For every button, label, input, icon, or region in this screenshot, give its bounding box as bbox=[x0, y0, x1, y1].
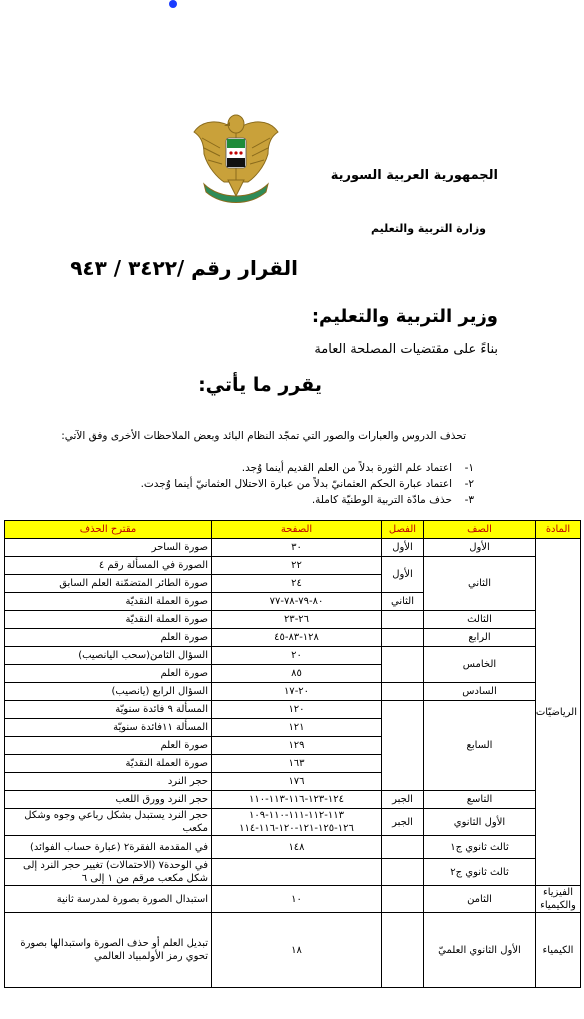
decides-heading: يقرر ما يأتي: bbox=[198, 374, 322, 396]
grade-cell: الأول bbox=[424, 539, 536, 557]
page-cell: ٢٦-٢٣ bbox=[212, 611, 382, 629]
grade-cell: الثالث bbox=[424, 611, 536, 629]
item-number: ٢- bbox=[464, 478, 474, 490]
page-cell: ١٦٣ bbox=[212, 755, 382, 773]
minister-title: وزير التربية والتعليم: bbox=[311, 306, 498, 327]
header-semester: الفصل bbox=[382, 521, 424, 539]
page-cell: ١٧٦ bbox=[212, 773, 382, 791]
proposal-cell: صورة العلم bbox=[5, 629, 212, 647]
table-row bbox=[5, 836, 581, 859]
grade-cell: الثاني bbox=[424, 557, 536, 611]
page-cell: ١٠ bbox=[212, 886, 382, 913]
table-row bbox=[5, 539, 581, 557]
page-cell: ٢٠-١٧ bbox=[212, 683, 382, 701]
semester-cell: الثاني bbox=[382, 593, 424, 611]
subject-cell: الفيزياء والكيمياء bbox=[536, 886, 581, 913]
table-row bbox=[5, 913, 581, 988]
semester-cell bbox=[382, 629, 424, 647]
decision-number: القرار رقم /٣٤٢٢ / ٩٤٣ bbox=[70, 256, 298, 280]
item-text: حذف مادّة التربية الوطنيّة كاملة. bbox=[311, 494, 452, 506]
page-cell: ٢٠ bbox=[212, 647, 382, 665]
table-row bbox=[5, 647, 581, 665]
republic-name: الجمهورية العربية السورية bbox=[330, 168, 498, 183]
header-proposal: مقترح الحذف bbox=[5, 521, 212, 539]
page-cell: ١١٣-١١٢-١١١-١١٠-١٠٩ ١٢٦-١٢٥-١٢١-١٢٠-١١٦-١١٤ bbox=[212, 809, 382, 836]
header-grade: الصف bbox=[424, 521, 536, 539]
grade-cell: الخامس bbox=[424, 647, 536, 683]
proposal-cell: تبديل العلم أو حذف الصورة واستبدالها بصورة تحوي رمز الأولمبياد العالمي bbox=[5, 913, 212, 988]
proposal-cell: في المقدمة الفقرة٢ (عبارة حساب الفوائد) bbox=[5, 836, 212, 859]
table-row bbox=[5, 557, 581, 575]
proposal-cell: صورة العلم bbox=[5, 737, 212, 755]
grade-cell: الرابع bbox=[424, 629, 536, 647]
page-cell: ١٢٠ bbox=[212, 701, 382, 719]
page-cell: ٢٢ bbox=[212, 557, 382, 575]
semester-cell: الجبر bbox=[382, 791, 424, 809]
grade-cell: الثامن bbox=[424, 886, 536, 913]
proposal-cell: صورة العملة النقديّة bbox=[5, 611, 212, 629]
table-row bbox=[5, 611, 581, 629]
page-cell bbox=[212, 859, 382, 886]
grade-cell: التاسع bbox=[424, 791, 536, 809]
based-on-text: بناءً على مقتضيات المصلحة العامة bbox=[314, 342, 498, 357]
semester-cell: الأول bbox=[382, 557, 424, 593]
proposal-cell: المسألة ١١فائدة سنويّة bbox=[5, 719, 212, 737]
grade-cell: ثالث ثانوي ج٢ bbox=[424, 859, 536, 886]
item-text: اعتماد علم الثورة بدلاً من العلم القديم أينما وُجد. bbox=[241, 462, 452, 474]
page-cell: ١٢٩ bbox=[212, 737, 382, 755]
page-cell: ٣٠ bbox=[212, 539, 382, 557]
semester-cell bbox=[382, 647, 424, 683]
list-item bbox=[141, 476, 474, 492]
semester-cell bbox=[382, 701, 424, 791]
proposal-cell: صورة الطائر المتضمّنة العلم السابق bbox=[5, 575, 212, 593]
table-row bbox=[5, 683, 581, 701]
decision-items-list bbox=[141, 460, 474, 508]
grade-cell: ثالث ثانوي ج١ bbox=[424, 836, 536, 859]
semester-cell bbox=[382, 836, 424, 859]
subject-cell: الرياضيّات bbox=[536, 539, 581, 886]
page-cell: ٨٠-٧٩-٧٨-٧٧ bbox=[212, 593, 382, 611]
proposal-cell: صورة الساحر bbox=[5, 539, 212, 557]
header-page: الصفحة bbox=[212, 521, 382, 539]
page-cell: ٨٥ bbox=[212, 665, 382, 683]
page-cell: ١٢١ bbox=[212, 719, 382, 737]
intro-text: تحذف الدروس والعبارات والصور التي تمجّد النظام البائد وبعض الملاحظات الأخرى وفق الآتي: bbox=[61, 430, 466, 442]
syrian-eagle-emblem bbox=[190, 108, 282, 208]
table-row bbox=[5, 886, 581, 913]
proposal-cell: حجر النرد يستبدل بشكل رباعي وجوه وشكل مكعب bbox=[5, 809, 212, 836]
proposal-cell: صورة العملة النقديّة bbox=[5, 593, 212, 611]
grade-cell: الأول الثانوي bbox=[424, 809, 536, 836]
grade-cell: السابع bbox=[424, 701, 536, 791]
semester-cell bbox=[382, 859, 424, 886]
proposal-cell: السؤال الثامن(سحب اليانصيب) bbox=[5, 647, 212, 665]
page-cell: ١٨ bbox=[212, 913, 382, 988]
semester-cell bbox=[382, 611, 424, 629]
proposal-cell: في الوحدة٧ (الاحتمالات) تغيير حجر النرد إلى شكل مكعب مرقم من ١ إلى ٦ bbox=[5, 859, 212, 886]
semester-cell: الأول bbox=[382, 539, 424, 557]
page-cell: ١٢٤-١٢٣-١١٦-١١٣-١١٠ bbox=[212, 791, 382, 809]
proposal-cell: استبدال الصورة بصورة لمدرسة ثانية bbox=[5, 886, 212, 913]
grade-cell: الأول الثانوي العلميّ bbox=[424, 913, 536, 988]
list-item bbox=[141, 460, 474, 476]
deletions-table bbox=[4, 520, 581, 988]
header-subject: المادة bbox=[536, 521, 581, 539]
ministry-name: وزارة التربية والتعليم bbox=[371, 222, 486, 235]
blue-dot-marker bbox=[169, 0, 177, 8]
semester-cell bbox=[382, 913, 424, 988]
proposal-cell: حجر النرد وورق اللعب bbox=[5, 791, 212, 809]
semester-cell bbox=[382, 886, 424, 913]
proposal-cell: الصورة في المسألة رقم ٤ bbox=[5, 557, 212, 575]
table-row bbox=[5, 809, 581, 836]
proposal-cell: السؤال الرابع (يانصيب) bbox=[5, 683, 212, 701]
proposal-cell: صورة العملة النقديّة bbox=[5, 755, 212, 773]
semester-cell: الجبر bbox=[382, 809, 424, 836]
item-number: ١- bbox=[464, 462, 474, 474]
proposal-cell: صورة العلم bbox=[5, 665, 212, 683]
table-row bbox=[5, 791, 581, 809]
grade-cell: السادس bbox=[424, 683, 536, 701]
item-number: ٣- bbox=[464, 494, 474, 506]
list-item bbox=[141, 492, 474, 508]
table-row bbox=[5, 859, 581, 886]
subject-cell: الكيمياء bbox=[536, 913, 581, 988]
proposal-cell: حجر النرد bbox=[5, 773, 212, 791]
table-header-row bbox=[5, 521, 581, 539]
table-row bbox=[5, 629, 581, 647]
page-cell: ١٤٨ bbox=[212, 836, 382, 859]
page-cell: ١٢٨-٨٣-٤٥ bbox=[212, 629, 382, 647]
proposal-cell: المسألة ٩ فائدة سنويّة bbox=[5, 701, 212, 719]
item-text: اعتماد عبارة الحكم العثمانيّ بدلاً من عبارة الاحتلال العثمانيّ أينما وُجدت. bbox=[140, 478, 452, 490]
table-row bbox=[5, 701, 581, 719]
page-cell: ٢٤ bbox=[212, 575, 382, 593]
semester-cell bbox=[382, 683, 424, 701]
